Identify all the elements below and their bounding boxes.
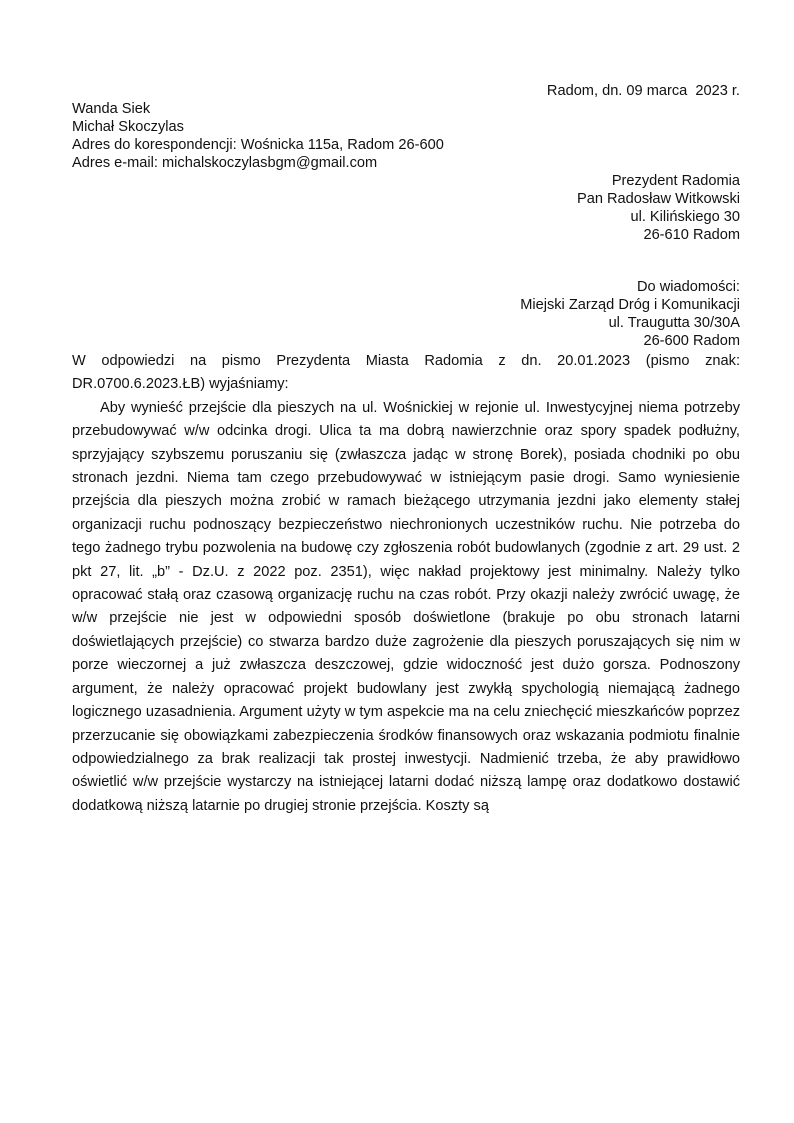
recipient-city: 26-610 Radom <box>643 227 740 243</box>
sender-name-1: Wanda Siek <box>72 101 151 117</box>
cc-organization: Miejski Zarząd Dróg i Komunikacji <box>520 297 740 313</box>
sender-email: Adres e-mail: michalskoczylasbgm@gmail.com <box>72 155 378 171</box>
body-paragraph: Aby wynieść przejście dla pieszych na ul. Wośnickiej w rejonie ul. Inwestycyjnej niema potrzeby przebudowywać w/w odcinka drogi. Ulica ta ma dobrą nawierzchnie oraz spory spadek podłużny, sprzyjający szybszemu poruszaniu się (zwłaszcza jadąc w stronę Borek), posiada chodniki po obu stronach jezdni. Niema tam czego przebudowywać w istniejącym pasie drogi. Samo wyniesienie przejścia dla pieszych można zrobić w ramach bieżącego utrzymania jezdni jako elementy stałej organizacji ruchu podnoszący bezpieczeństwo niechronionych uczestników ruchu. Nie potrzeba do tego żadnego trybu pozwolenia na budowę czy zgłoszenia robót budowlanych (zgodnie z art. 29 ust. 2 pkt 27, lit. „b” - Dz.U. z 2022 poz. 2351), więc nakład projektowy jest minimalny. Należy tylko opracować stałą oraz czasową organizację ruchu na czas robót. Przy okazji należy zwrócić uwagę, że w/w przejście nie jest w odpowiedni sposób doświetlone (brakuje po obu stronach latarni doświetlających przejście) co stwarza bardzo duże zagrożenie dla pieszych poruszających się nim w porze wieczornej a już zwłaszcza deszczowej, gdzie widoczność jest dużo gorsza. Podnoszony argument, że należy opracować projekt budowlany jest zwykłą spychologią niemającą żadnego logicznego uzasadnienia. Argument użyty w tym aspekcie ma na celu zniechęcić mieszkańców poprzez przerzucanie się obowiązkami zabezpieczenia środków finansowych oraz wskazania podmiotu finalnie odpowiedzialnego za brak realizacji tak prostej inwestycji. Nadmienić trzeba, że aby prawidłowo oświetlić w/w przejście wystarczy na istniejącej latarni dodać niższą lampę oraz dodatkowo dostawić dodatkową niższą latarnie po drugiej stronie przejścia. Koszty są <box>72 399 740 814</box>
recipient-street: ul. Kilińskiego 30 <box>630 209 740 225</box>
cc-street: ul. Traugutta 30/30A <box>608 315 740 331</box>
cc-city: 26-600 Radom <box>643 333 740 349</box>
recipient-name: Pan Radosław Witkowski <box>576 191 740 207</box>
intro-paragraph: W odpowiedzi na pismo Prezydenta Miasta Radomia z dn. 20.01.2023 (pismo znak: DR.0700.6.2023.ŁB) wyjaśniamy: <box>72 353 740 393</box>
sender-address: Adres do korespondencji: Wośnicka 115a, Radom 26-600 <box>72 137 444 153</box>
sender-block <box>72 100 740 172</box>
recipient-block <box>72 172 740 244</box>
recipient-title: Prezydent Radomia <box>611 173 740 189</box>
date-line: Radom, dn. 09 marca 2023 r. <box>546 83 740 99</box>
sender-name-2: Michał Skoczylas <box>72 119 184 135</box>
cc-label: Do wiadomości: <box>636 279 740 295</box>
cc-block <box>72 278 740 350</box>
